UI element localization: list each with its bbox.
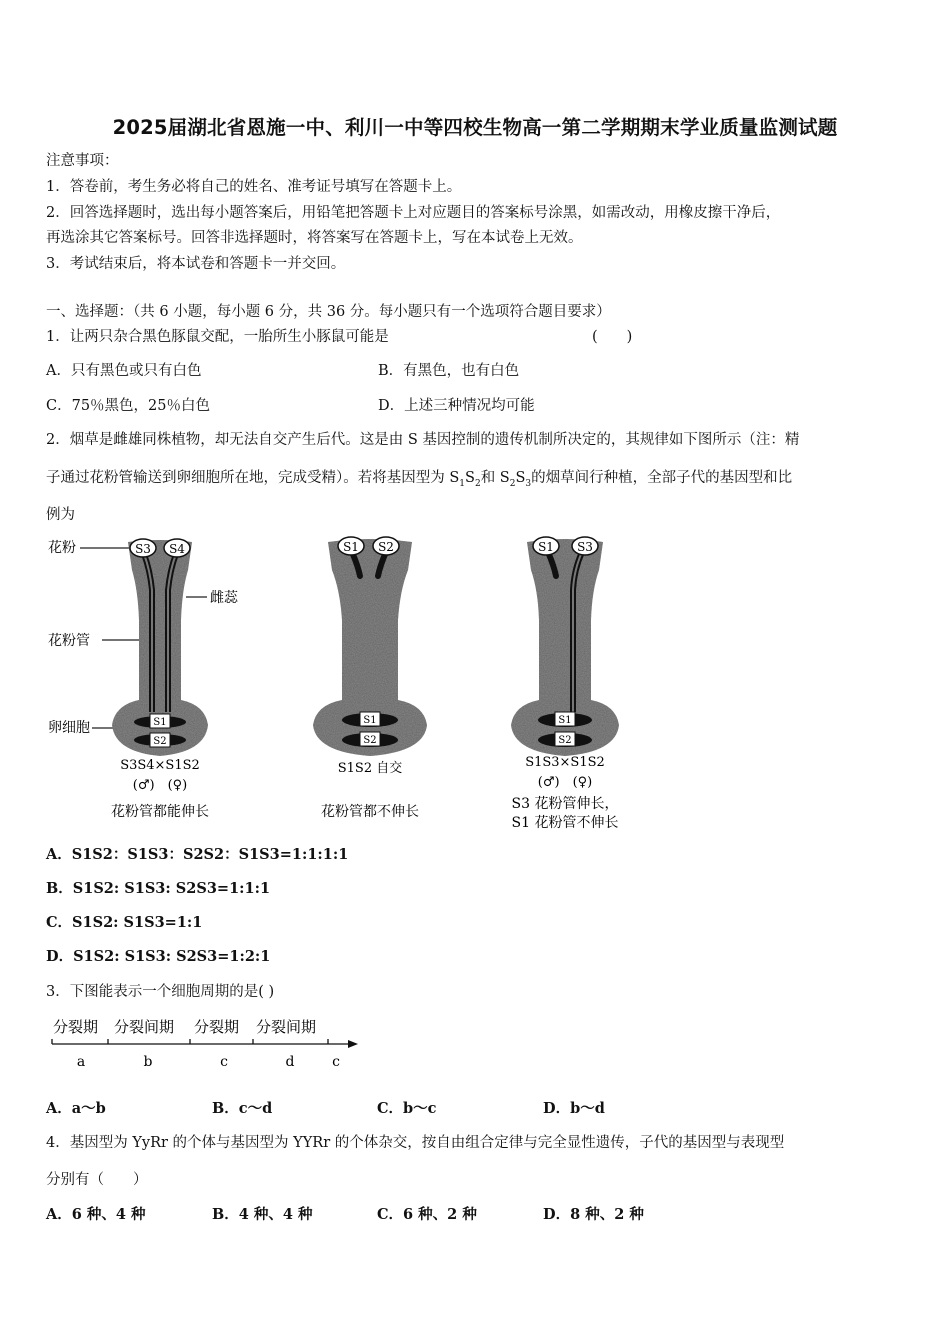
segment-letter: b [143,1054,153,1070]
result-label: 花粉管都不伸长 [321,804,419,820]
cross-label: S1S3×S1S2 [525,755,605,770]
q2-option-a[interactable]: A．S1S2：S1S3：S2S2：S1S3=1:1:1:1 [46,846,349,863]
notice-item: 2．回答选择题时，选出每小题答案后，用铅笔把答题卡上对应题目的答案标号涂黑，如需改动，用橡皮擦干净后， [46,205,781,221]
segment-letter: a [76,1054,86,1070]
segment-label: 分裂间期 [114,1018,175,1036]
segment-label: 分裂期 [194,1018,240,1036]
q1-option-d[interactable]: D．上述三种情况均可能 [378,398,535,414]
panel-1 [111,539,209,820]
allele-label: S2 [153,736,167,747]
allele-label: S3 [577,540,593,554]
segment-label: 分裂期 [53,1018,99,1036]
label-tube: 花粉管 [48,633,90,649]
q3-option-b[interactable]: B．c～d [212,1100,273,1117]
q2-option-d[interactable]: D．S1S2: S1S3: S2S3=1:2:1 [46,948,271,965]
q1-option-a[interactable]: A．只有黑色或只有白色 [46,363,202,379]
segment-letter: c [332,1054,340,1070]
notice-item: 3．考试结束后，将本试卷和答题卡一并交回。 [46,256,346,272]
allele-label: S1 [538,540,554,554]
q3-option-d[interactable]: D．b～d [543,1100,605,1117]
notice-heading: 注意事项： [46,153,119,169]
q3-stem: 3．下图能表示一个细胞周期的是( ) [46,984,275,1000]
result-label: 花粉管都能伸长 [111,804,209,820]
page-title: 2025届湖北省恩施一中、利川一中等四校生物高一第二学期期末学业质量监测试题 [112,116,838,139]
segment-letter: d [285,1054,295,1070]
allele-label: S1 [153,717,167,728]
q2-option-b[interactable]: B．S1S2: S1S3: S2S3=1:1:1 [46,880,271,897]
label-egg: 卵细胞 [48,720,90,736]
q1-option-b[interactable]: B．有黑色，也有白色 [378,363,520,379]
allele-label: S2 [363,735,377,746]
q4-stem-line2: 分别有（ ） [46,1172,148,1188]
panel-2 [313,537,427,820]
q1-stem: 1．让两只杂合黑色豚鼠交配，一胎所生小豚鼠可能是 [46,329,389,345]
q1-answer-paren: ( ) [592,329,633,345]
label-pistil: 雌蕊 [210,590,238,606]
segment-letter: c [220,1054,228,1070]
result-label: S1 花粉管不伸长 [511,815,619,831]
q3-option-a[interactable]: A．a～b [46,1100,106,1117]
allele-label: S1 [343,540,359,554]
q2-stem-line3: 例为 [46,507,75,523]
result-label: S3 花粉管伸长， [511,796,619,812]
allele-label: S1 [558,715,572,726]
allele-label: S2 [558,735,572,746]
q4-option-a[interactable]: A．6 种、4 种 [46,1206,146,1223]
segment-label: 分裂间期 [256,1018,317,1036]
q4-option-b[interactable]: B．4 种、4 种 [212,1206,313,1223]
section-heading: 一、选择题：（共 6 小题，每小题 6 分，共 36 分。每小题只有一个选项符合题目要求） [46,304,611,320]
q4-option-c[interactable]: C．6 种、2 种 [377,1206,477,1223]
sex-label: (♂) (♀) [537,775,593,790]
sex-label: (♂) (♀) [132,778,188,793]
allele-label: S4 [169,542,185,556]
q1-option-c[interactable]: C．75％黑色，25％白色 [46,398,210,414]
q4-option-d[interactable]: D．8 种、2 种 [543,1206,644,1223]
notice-item: 再选涂其它答案标号。回答非选择题时，将答案写在答题卡上，写在本试卷上无效。 [46,230,583,246]
q2-stem-line1: 2．烟草是雌雄同株植物，却无法自交产生后代。这是由 S 基因控制的遗传机制所决定的，其规律如下图所示（注：精 [46,432,800,448]
q4-stem-line1: 4．基因型为 YyRr 的个体与基因型为 YYRr 的个体杂交，按自由组合定律与完全显性遗传，子代的基因型与表现型 [46,1135,785,1151]
allele-label: S1 [363,715,377,726]
panel-3 [511,537,619,831]
cross-label: S1S2 自交 [337,761,403,776]
q2-stem-line2: 子通过花粉管输送到卵细胞所在地，完成受精）。若将基因型为 $S_1S_2$和 $S_2S_3$的烟草间行种植，全部子代的基因型和比 [46,470,793,489]
allele-label: S3 [135,542,151,556]
label-pollen: 花粉 [48,540,76,556]
q3-option-c[interactable]: C．b～c [377,1100,437,1117]
cell-cycle-timeline [46,1010,366,1072]
pollen-tube-figure [40,530,660,835]
cross-label: S3S4×S1S2 [120,758,200,773]
allele-label: S2 [378,540,394,554]
notice-item: 1．答卷前，考生务必将自己的姓名、准考证号填写在答题卡上。 [46,179,462,195]
q2-option-c[interactable]: C．S1S2: S1S3=1:1 [46,914,203,931]
